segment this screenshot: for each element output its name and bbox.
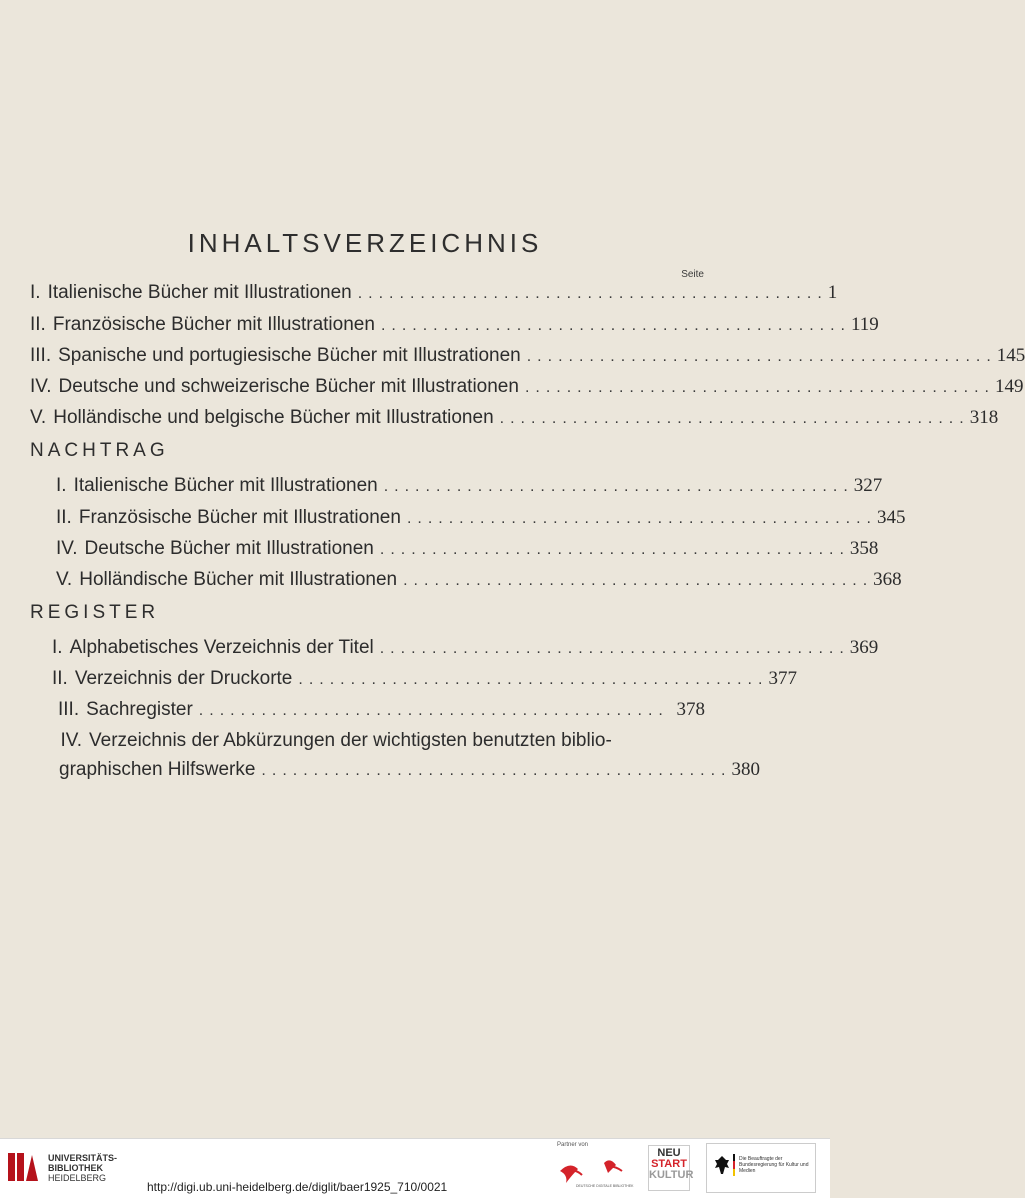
roman-numeral: II. bbox=[52, 668, 68, 689]
roman-numeral: V. bbox=[30, 407, 47, 428]
page-number: 368 bbox=[873, 569, 902, 590]
leader-dots: ............................................. bbox=[403, 572, 874, 589]
toc-entry bbox=[30, 345, 1025, 373]
toc-entry bbox=[30, 407, 999, 435]
leader-dots: ............................................. bbox=[379, 541, 850, 558]
leader-dots: ............................................. bbox=[261, 762, 732, 779]
page-number: 149 bbox=[995, 376, 1024, 397]
leader-dots: ............................................. bbox=[406, 510, 877, 527]
toc-entry bbox=[56, 538, 879, 566]
entry-text: Französische Bücher mit Illustrationen bbox=[78, 507, 401, 528]
roman-numeral: IV. bbox=[56, 538, 78, 559]
ddb-logo-icon[interactable] bbox=[556, 1153, 634, 1191]
toc-entry bbox=[56, 507, 906, 535]
entry-text: Alphabetisches Verzeichnis der Titel bbox=[69, 637, 374, 658]
leader-dots: ............................................. bbox=[198, 702, 669, 719]
entry-text: Sachregister bbox=[86, 699, 193, 720]
toc-entry bbox=[30, 314, 879, 342]
entry-text: graphischen Hilfswerke bbox=[59, 759, 256, 780]
library-name-line: HEIDELBERG bbox=[48, 1173, 107, 1183]
neustart-word: KULTUR bbox=[649, 1169, 694, 1181]
roman-numeral: III. bbox=[30, 345, 52, 366]
roman-numeral: I. bbox=[52, 637, 63, 658]
page-number: 380 bbox=[731, 759, 760, 780]
federal-eagle-icon bbox=[713, 1154, 731, 1176]
entry-text: Deutsche Bücher mit Illustrationen bbox=[84, 538, 374, 559]
leader-dots: ............................................. bbox=[524, 379, 995, 396]
neustart-word: NEU bbox=[657, 1147, 681, 1159]
entry-text: Italienische Bücher mit Illustrationen bbox=[47, 282, 352, 303]
ddb-label: DEUTSCHE DIGITALE BIBLIOTHEK bbox=[576, 1184, 634, 1188]
bkm-logo[interactable] bbox=[706, 1143, 816, 1193]
page-column-header: Seite bbox=[681, 269, 704, 280]
page-number: 1 bbox=[827, 282, 838, 303]
roman-numeral: I. bbox=[30, 282, 41, 303]
roman-numeral: I. bbox=[56, 475, 67, 496]
leader-dots: ............................................. bbox=[526, 348, 997, 365]
footer-bar bbox=[0, 1138, 830, 1198]
toc-entry bbox=[52, 637, 879, 665]
toc-entry bbox=[56, 475, 883, 503]
section-heading-nachtrag: NACHTRAG bbox=[30, 440, 169, 461]
entry-text: Verzeichnis der Abkürzungen der wichtigsten benutzten biblio- bbox=[89, 730, 612, 751]
neustart-word: START bbox=[651, 1158, 687, 1170]
leader-dots: ............................................. bbox=[379, 640, 850, 657]
entry-text: Holländische Bücher mit Illustrationen bbox=[79, 569, 398, 590]
partner-label: Partner von bbox=[557, 1142, 589, 1148]
toc-entry bbox=[52, 668, 797, 696]
leader-dots: ............................................. bbox=[383, 478, 854, 495]
entry-text: Französische Bücher mit Illustrationen bbox=[52, 314, 375, 335]
toc-entry bbox=[52, 730, 705, 758]
page-number: 145 bbox=[996, 345, 1025, 366]
document-url-link[interactable]: http://digi.ub.uni-heidelberg.de/diglit/baer1925_710/0021 bbox=[147, 1180, 448, 1194]
roman-numeral: IV. bbox=[60, 730, 82, 751]
entry-text: Verzeichnis der Druckorte bbox=[74, 668, 293, 689]
german-flag-icon bbox=[733, 1154, 735, 1176]
page-number: 327 bbox=[853, 475, 883, 496]
library-name bbox=[48, 1153, 117, 1183]
roman-numeral: III. bbox=[58, 699, 80, 720]
library-name-line: UNIVERSITÄTS- bbox=[48, 1153, 118, 1163]
roman-numeral: II. bbox=[30, 314, 46, 335]
toc-entry bbox=[52, 699, 705, 727]
university-library-logo-icon[interactable] bbox=[6, 1149, 42, 1185]
entry-text: Holländische und belgische Bücher mit Illustrationen bbox=[53, 407, 494, 428]
entry-text: Deutsche und schweizerische Bücher mit Illustrationen bbox=[58, 376, 519, 397]
toc-entry bbox=[56, 569, 902, 597]
neustart-kultur-logo[interactable] bbox=[648, 1145, 694, 1191]
leader-dots: ............................................. bbox=[499, 410, 970, 427]
roman-numeral: IV. bbox=[30, 376, 52, 397]
toc-entry bbox=[30, 376, 1024, 404]
roman-numeral: V. bbox=[56, 569, 73, 590]
page-number: 377 bbox=[768, 668, 797, 689]
leader-dots: ............................................. bbox=[357, 285, 828, 302]
entry-text: Italienische Bücher mit Illustrationen bbox=[73, 475, 378, 496]
roman-numeral: II. bbox=[56, 507, 72, 528]
bkm-text: Die Beauftragte der Bundesregierung für Kultur und Medien bbox=[739, 1156, 809, 1174]
page-number: 119 bbox=[850, 314, 879, 335]
page-title: INHALTSVERZEICHNIS bbox=[187, 228, 543, 258]
toc-entry bbox=[30, 282, 838, 310]
entry-text: Spanische und portugiesische Bücher mit Illustrationen bbox=[58, 345, 521, 366]
page-number: 378 bbox=[676, 699, 705, 720]
leader-dots: ............................................. bbox=[298, 671, 769, 688]
page-number: 318 bbox=[969, 407, 999, 428]
page-number: 345 bbox=[876, 507, 906, 528]
page-number: 369 bbox=[849, 637, 879, 658]
library-name-line: BIBLIOTHEK bbox=[48, 1163, 103, 1173]
section-heading-register: REGISTER bbox=[30, 602, 160, 623]
leader-dots: ............................................. bbox=[380, 317, 851, 334]
toc-entry bbox=[52, 759, 760, 787]
page-number: 358 bbox=[849, 538, 879, 559]
